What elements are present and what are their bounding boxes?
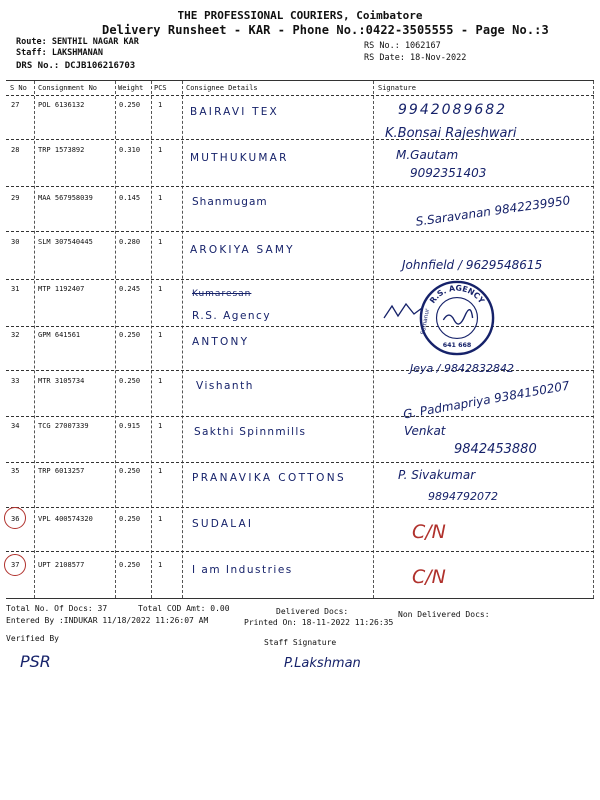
row-rule (6, 462, 594, 463)
row-consignment: TRP 6013257 (38, 467, 85, 475)
row-signature: 9942089682 (398, 102, 508, 118)
row-consignee: MUTHUKUMAR (190, 152, 289, 164)
col-header-pcs: PCS (154, 84, 167, 92)
table-top-rule (6, 80, 594, 81)
row-pcs: 1 (158, 238, 163, 246)
row-pcs: 1 (158, 422, 163, 430)
row-signature: C/N (412, 521, 446, 543)
row-pcs: 1 (158, 194, 163, 202)
row-pcs: 1 (158, 331, 163, 339)
stamp-left-text: Somanur (420, 308, 432, 336)
row-consignee: BAIRAVI TEX (190, 106, 279, 118)
row-rule (6, 231, 594, 232)
rs-number: RS No.: 1062167 (364, 41, 441, 51)
col-divider (115, 81, 116, 598)
row-consignment: GPM 641561 (38, 331, 81, 339)
row-weight: 0.250 (119, 515, 141, 523)
row-consignment: MTR 3105734 (38, 377, 85, 385)
verified-signature: PSR (20, 652, 51, 671)
row-signature: Jeya / 9842832842 (410, 362, 514, 375)
total-cod: Total COD Amt: 0.00 (138, 604, 230, 613)
staff-signature: P.Lakshman (284, 656, 361, 671)
route-label: Route: SENTHIL NAGAR KAR (16, 37, 139, 47)
stamp-signature-scribble (443, 310, 472, 324)
company-name: THE PROFESSIONAL COURIERS, Coimbatore (177, 9, 423, 22)
row-signature-2: G. Padmapriya 9384150207 (402, 378, 571, 422)
row-sno: 32 (11, 331, 20, 339)
row-rule (6, 186, 594, 187)
col-header-weight: Weight (118, 84, 144, 92)
row-rule (6, 326, 594, 327)
row-signature: Venkat (404, 424, 446, 438)
stamp-inner-ring (437, 298, 478, 339)
row-consignee: AROKIYA SAMY (190, 244, 295, 256)
delivered-docs: Delivered Docs: (276, 607, 349, 616)
row-pcs: 1 (158, 377, 163, 385)
row-weight: 0.280 (119, 238, 141, 246)
row-consignee: Vishanth (196, 380, 254, 392)
total-docs: Total No. Of Docs: 37 (6, 604, 108, 613)
header-rule (6, 95, 594, 96)
row-weight: 0.250 (119, 561, 141, 569)
row-signature-2: K.Bonsai Rajeshwari (385, 126, 517, 141)
col-divider (151, 81, 152, 598)
row-rule (6, 507, 594, 508)
row-weight: 0.310 (119, 146, 141, 154)
row-weight: 0.250 (119, 101, 141, 109)
row-signature-2: 9894792072 (428, 490, 498, 503)
row-pcs: 1 (158, 101, 163, 109)
stamp-top-text: R.S. AGENCY (427, 283, 487, 306)
row-weight: 0.245 (119, 285, 141, 293)
col-divider (182, 81, 183, 598)
row-rule (6, 551, 594, 552)
row-sno: 27 (11, 101, 20, 109)
row-consignment: SLM 307540445 (38, 238, 93, 246)
agency-stamp (418, 279, 496, 357)
row-consignment: TRP 1573892 (38, 146, 85, 154)
staff-label: Staff: LAKSHMANAN (16, 48, 103, 58)
row-consignee: ANTONY (192, 336, 250, 348)
row-consignment: POL 6136132 (38, 101, 85, 109)
col-header-sno: S No (10, 84, 27, 92)
row-consignee: R.S. Agency (192, 310, 272, 322)
row-sno: 30 (11, 238, 20, 246)
row-sno: 35 (11, 467, 20, 475)
row-pcs: 1 (158, 515, 163, 523)
row-consignee-struck: Kumaresan (192, 289, 252, 299)
non-delivered-docs: Non Delivered Docs: (398, 610, 490, 619)
row-rule (6, 416, 594, 417)
row-signature: S.Saravanan 9842239950 (414, 193, 572, 229)
row-consignment: VPL 400574320 (38, 515, 93, 523)
row-consignee: I am Industries (192, 564, 293, 576)
row-consignee: PRANAVIKA COTTONS (192, 472, 347, 484)
row-signature-2: 9092351403 (410, 166, 487, 180)
row-signature-2: 9842453880 (454, 442, 537, 457)
row-weight: 0.915 (119, 422, 141, 430)
row-signature: Johnfield / 9629548615 (402, 258, 543, 272)
col-divider (593, 81, 594, 598)
row-consignment: MAA 567958039 (38, 194, 93, 202)
row-weight: 0.250 (119, 467, 141, 475)
row-consignment: TCG 27007339 (38, 422, 89, 430)
row-weight: 0.250 (119, 377, 141, 385)
stamp-bottom-text: 641 668 (442, 342, 472, 350)
verified-by-label: Verified By (6, 634, 59, 643)
row-weight: 0.145 (119, 194, 141, 202)
row-signature: C/N (412, 566, 446, 588)
col-divider (34, 81, 35, 598)
row-pcs: 1 (158, 285, 163, 293)
col-divider (373, 81, 374, 598)
row-signature: P. Sivakumar (398, 468, 476, 482)
row-pcs: 1 (158, 146, 163, 154)
table-bottom-rule (6, 598, 594, 599)
row-sno: 34 (11, 422, 20, 430)
row-pcs: 1 (158, 467, 163, 475)
row-sno: 33 (11, 377, 20, 385)
col-header-signature: Signature (378, 84, 416, 92)
row-signature: M.Gautam (396, 148, 459, 162)
runsheet-title: Delivery Runsheet - KAR - Phone No.:0422-3505555 - Page No.:3 (102, 23, 549, 37)
row-consignment: MTP 1192407 (38, 285, 85, 293)
row-consignee: SUDALAI (192, 518, 254, 530)
row-consignee: Shanmugam (192, 196, 268, 208)
staff-signature-label: Staff Signature (264, 638, 337, 647)
drs-number: DRS No.: DCJB106216703 (16, 61, 136, 71)
printed-on: Printed On: 18-11-2022 11:26:35 (244, 618, 394, 627)
col-header-consignment: Consignment No (38, 84, 98, 92)
row-sno: 28 (11, 146, 20, 154)
row-pcs: 1 (158, 561, 163, 569)
row-sno: 36 (11, 515, 20, 523)
row-rule (6, 139, 594, 140)
row-sno: 31 (11, 285, 20, 293)
row-sno: 29 (11, 194, 20, 202)
row-consignee: Sakthi Spinnmills (194, 426, 307, 438)
row-consignment: UPT 2108577 (38, 561, 85, 569)
row-rule (6, 279, 594, 280)
row-weight: 0.250 (119, 331, 141, 339)
rs-date: RS Date: 18-Nov-2022 (364, 53, 467, 63)
row31-signature-scribble (380, 296, 425, 326)
col-header-consignee: Consignee Details (186, 84, 258, 92)
row-sno: 37 (11, 561, 20, 569)
entered-by: Entered By :INDUKAR 11/18/2022 11:26:07 AM (6, 616, 209, 625)
